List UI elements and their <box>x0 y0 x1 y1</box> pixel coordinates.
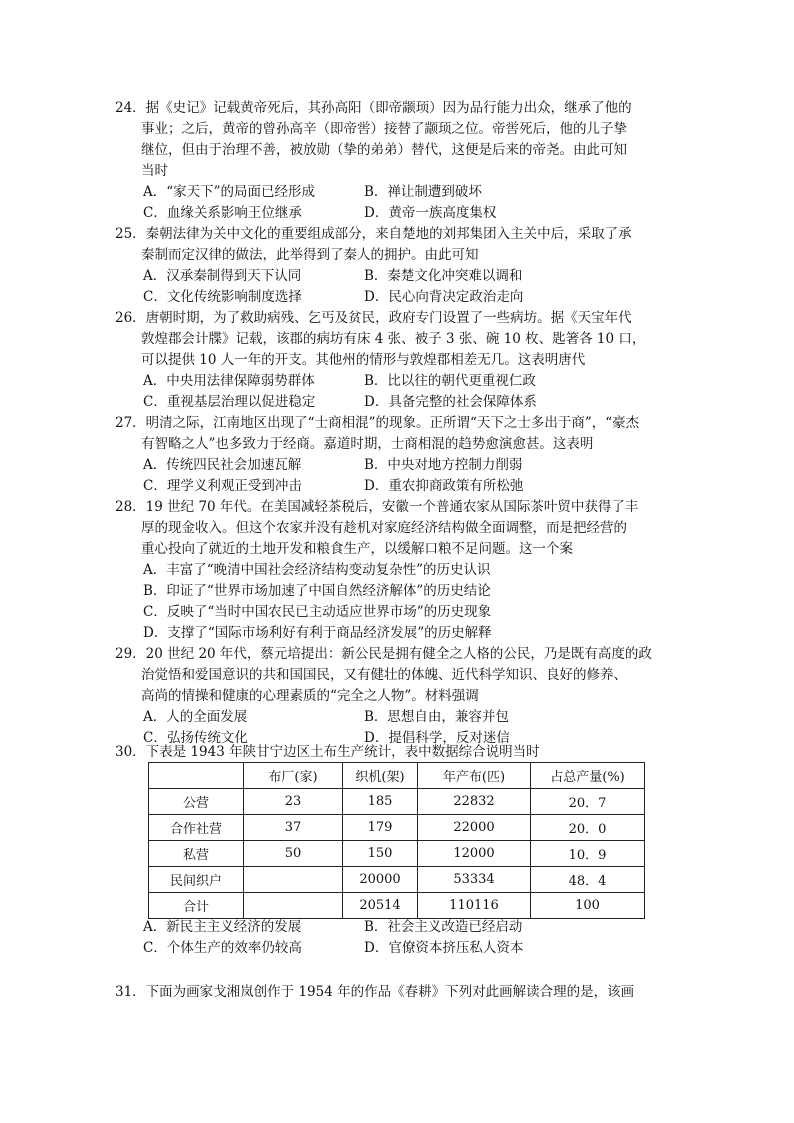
q24-option-b: B．禅让制遭到破坏 <box>364 184 482 200</box>
table-cell: 185 <box>343 789 418 815</box>
table-row <box>149 867 645 893</box>
q26-stem-line-2: 敦煌郡会计牒》记载，该郡的病坊有床 4 张、被子 3 张、碗 10 枚、匙箸各 10 口， <box>141 331 646 347</box>
q29-option-c: C．弘扬传统文化 <box>143 730 248 746</box>
q25-stem-line-1: 25．秦朝法律为关中文化的重要组成部分，来自楚地的刘邦集团入主关中后，采取了承 <box>115 226 632 242</box>
table-header-cell: 布厂(家) <box>244 763 343 789</box>
table-cell: 50 <box>244 841 343 867</box>
table-cell: 私营 <box>149 841 244 867</box>
q28-option-c: C．反映了“当时中国农民已主动适应世界市场”的历史现象 <box>143 604 492 620</box>
table-cell <box>244 867 343 893</box>
table-header-cell: 织机(架) <box>343 763 418 789</box>
table-row <box>149 893 645 919</box>
q28-option-b: B．印证了“世界市场加速了中国自然经济解体”的历史结论 <box>143 583 491 599</box>
q26-stem-line-1: 26．唐朝时期，为了救助病残、乞丐及贫民，政府专门设置了一些病坊。据《天宝年代 <box>115 310 632 326</box>
table-row <box>149 815 645 841</box>
table-row <box>149 841 645 867</box>
q28-option-d: D．支撑了“国际市场利好有利于商品经济发展”的历史解释 <box>143 625 492 641</box>
q30-option-d: D．官僚资本挤压私人资本 <box>364 940 524 956</box>
q30-stem-line-1: 30．下表是 1943 年陕甘宁边区土布生产统计，表中数据综合说明当时 <box>115 744 540 760</box>
table-cell: 53334 <box>418 867 531 893</box>
table-cell: 12000 <box>418 841 531 867</box>
q28-option-a: A．丰富了“晚清中国社会经济结构变动复杂性”的历史认识 <box>143 562 491 578</box>
q24-stem-line-1: 24．据《史记》记载黄帝死后，其孙高阳（即帝颛顼）因为品行能力出众，继承了他的 <box>115 100 632 116</box>
table-cell: 20．7 <box>531 789 645 815</box>
table-cell: 20514 <box>343 893 418 919</box>
q26-option-c: C．重视基层治理以促进稳定 <box>143 394 316 410</box>
q24-stem-line-3: 继位，但由于治理不善，被放勋（挚的弟弟）替代，这便是后来的帝尧。由此可知 <box>141 142 627 158</box>
table-cell: 22000 <box>418 815 531 841</box>
q24-stem-line-2: 事业；之后，黄帝的曾孙高辛（即帝喾）接替了颛顼之位。帝喾死后，他的儿子挚 <box>141 121 627 137</box>
q24-option-c: C．血缘关系影响王位继承 <box>143 205 302 221</box>
table-cell: 22832 <box>418 789 531 815</box>
q24-stem-line-4: 当时 <box>141 163 168 179</box>
table-cell: 37 <box>244 815 343 841</box>
table-cell: 150 <box>343 841 418 867</box>
table-cell: 100 <box>531 893 645 919</box>
table-cell: 110116 <box>418 893 531 919</box>
table-cell: 公营 <box>149 789 244 815</box>
table-cell: 合作社营 <box>149 815 244 841</box>
q29-option-a: A．人的全面发展 <box>143 709 248 725</box>
table-cell: 48．4 <box>531 867 645 893</box>
q27-option-b: B．中央对地方控制力削弱 <box>364 457 523 473</box>
q29-option-b: B．思想自由，兼容并包 <box>364 709 509 725</box>
q27-stem-line-1: 27．明清之际，江南地区出现了“士商相混”的现象。正所谓“天下之士多出于商”，“豪杰 <box>115 415 640 431</box>
q29-stem-line-3: 高尚的情操和健康的心理素质的“完全之人物”。材料强调 <box>141 688 479 704</box>
table-cell: 23 <box>244 789 343 815</box>
q25-option-d: D．民心向背决定政治走向 <box>364 289 524 305</box>
cloth-production-table <box>148 762 645 919</box>
table-row <box>149 789 645 815</box>
q29-option-d: D．提倡科学，反对迷信 <box>364 730 510 746</box>
table-cell: 20．0 <box>531 815 645 841</box>
table-header-cell <box>149 763 244 789</box>
table-cell: 10．9 <box>531 841 645 867</box>
q30-option-a: A．新民主主义经济的发展 <box>143 919 302 935</box>
q27-option-a: A．传统四民社会加速瓦解 <box>143 457 302 473</box>
q27-option-c: C．理学义利观正受到冲击 <box>143 478 302 494</box>
table-cell: 合计 <box>149 893 244 919</box>
table-header-cell: 年产布(匹) <box>418 763 531 789</box>
q24-option-a: A．“家天下”的局面已经形成 <box>143 184 316 200</box>
table-cell: 20000 <box>343 867 418 893</box>
q24-option-d: D．黄帝一族高度集权 <box>364 205 497 221</box>
q25-stem-line-2: 秦制而定汉律的做法，此举得到了秦人的拥护。由此可知 <box>141 247 479 263</box>
q25-option-a: A．汉承秦制得到天下认同 <box>143 268 302 284</box>
q31-stem-line-1: 31．下面为画家戈湘岚创作于 1954 年的作品《春耕》下列对此画解读合理的是，该画 <box>115 984 635 1000</box>
q29-stem-line-1: 29．20 世纪 20 年代，蔡元培提出：新公民是拥有健全之人格的公民，乃是既有高度的政 <box>115 646 652 662</box>
q29-stem-line-2: 治觉悟和爱国意识的共和国国民，又有健壮的体魄、近代科学知识、良好的修养、 <box>141 667 627 683</box>
q27-stem-line-2: 有智略之人”也多致力于经商。嘉道时期，士商相混的趋势愈演愈甚。这表明 <box>141 436 594 452</box>
q30-option-c: C．个体生产的效率仍较高 <box>143 940 302 956</box>
q27-option-d: D．重农抑商政策有所松弛 <box>364 478 524 494</box>
q26-option-a: A．中央用法律保障弱势群体 <box>143 373 315 389</box>
table-cell <box>244 893 343 919</box>
q25-option-c: C．文化传统影响制度选择 <box>143 289 302 305</box>
table-cell: 民间织户 <box>149 867 244 893</box>
q28-stem-line-3: 重心投向了就近的土地开发和粮食生产，以缓解口粮不足问题。这一个案 <box>141 541 573 557</box>
q28-stem-line-2: 厚的现金收入。但这个农家并没有趁机对家庭经济结构做全面调整，而是把经营的 <box>141 520 627 536</box>
q26-stem-line-3: 可以提供 10 人一年的开支。其他州的情形与敦煌郡相差无几。这表明唐代 <box>141 352 586 368</box>
table-cell: 179 <box>343 815 418 841</box>
table-header-row <box>149 763 645 789</box>
q26-option-b: B．比以往的朝代更重视仁政 <box>364 373 536 389</box>
q25-option-b: B．秦楚文化冲突难以调和 <box>364 268 523 284</box>
q26-option-d: D．具备完整的社会保障体系 <box>364 394 537 410</box>
table-header-cell: 占总产量(%) <box>531 763 645 789</box>
q30-option-b: B．社会主义改造已经启动 <box>364 919 523 935</box>
q28-stem-line-1: 28．19 世纪 70 年代。在美国减轻茶税后，安徽一个普通农家从国际茶叶贸中获得了丰 <box>115 499 639 515</box>
